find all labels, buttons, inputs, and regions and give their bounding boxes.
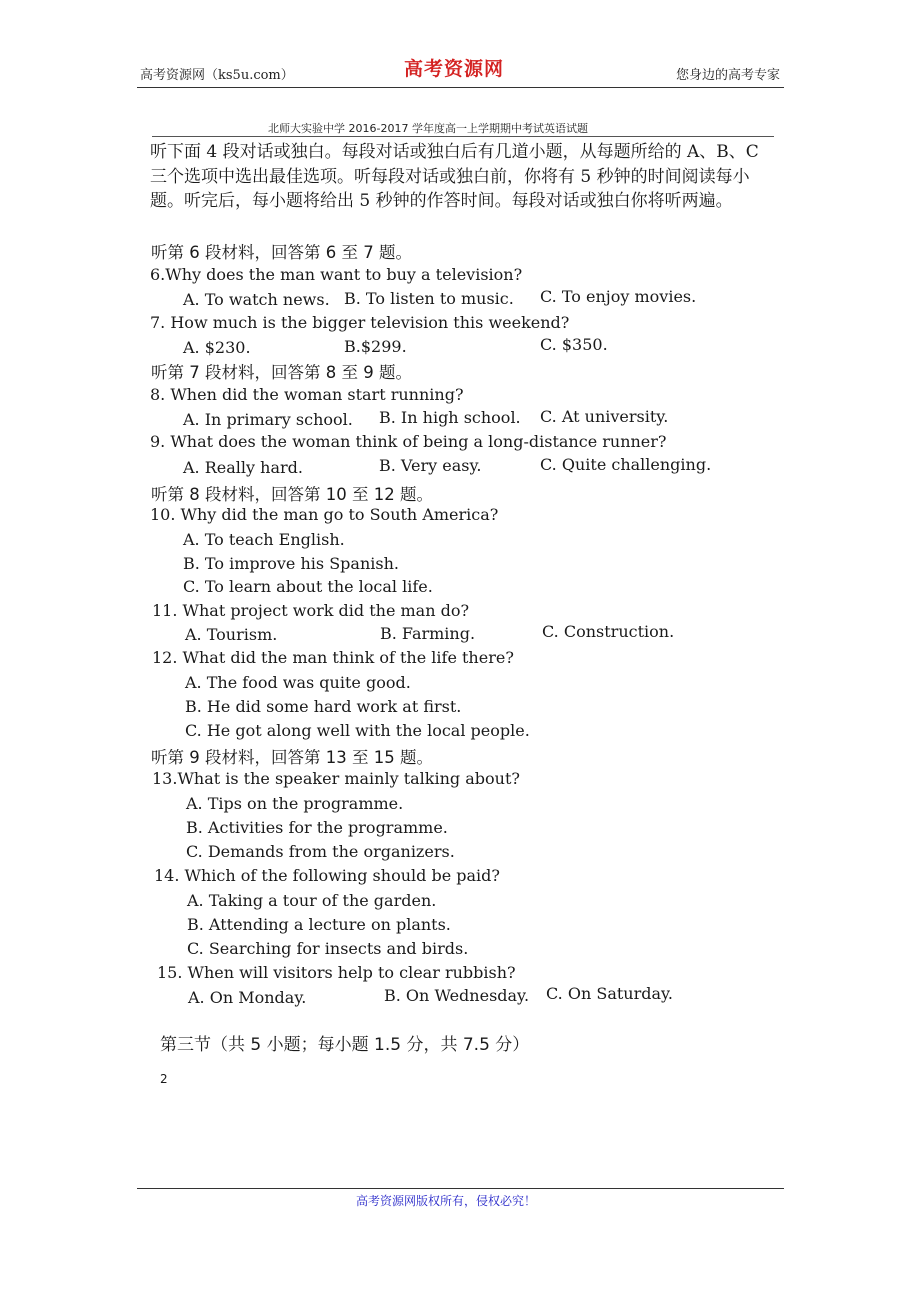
question-11-text: 11. What project work did the man do? xyxy=(152,601,470,620)
question-10-option-b: B. To improve his Spanish. xyxy=(183,554,399,573)
footer-divider xyxy=(137,1188,784,1189)
question-13-option-b: B. Activities for the programme. xyxy=(186,818,448,837)
question-12-option-a: A. The food was quite good. xyxy=(185,673,411,692)
question-12-option-c: C. He got along well with the local people. xyxy=(185,721,530,740)
question-7-option-b: B.$299. xyxy=(344,337,407,356)
listening-instructions: 听下面 4 段对话或独白。每段对话或独白后有几道小题，从每题所给的 A、B、C 三个选项中选出最佳选项。听每段对话或独白前，你将有 5 秒钟的时间阅读每小题。听完后，每小题将给出 5 秒钟的作答时间。每段对话或独白你将听两遍。 xyxy=(150,142,759,211)
question-7-option-a: A. $230. xyxy=(183,338,251,357)
page-number: 2 xyxy=(160,1072,168,1086)
question-7-text: 7. How much is the bigger television this weekend? xyxy=(150,313,570,332)
header-divider xyxy=(137,87,784,88)
question-14-option-a: A. Taking a tour of the garden. xyxy=(187,891,437,910)
section-heading: 听第 7 段材料，回答第 8 至 9 题。 xyxy=(151,363,412,382)
question-15-option-a: A. On Monday. xyxy=(188,988,307,1007)
question-14-option-b: B. Attending a lecture on plants. xyxy=(187,915,451,934)
footer-copyright: 高考资源网版权所有，侵权必究！ xyxy=(356,1194,537,1208)
question-10-text: 10. Why did the man go to South America? xyxy=(150,505,499,524)
question-15-text: 15. When will visitors help to clear rubbish? xyxy=(157,963,516,982)
question-9-option-c: C. Quite challenging. xyxy=(540,455,712,474)
question-13-option-a: A. Tips on the programme. xyxy=(186,794,404,813)
title-divider xyxy=(152,136,774,137)
question-11-option-a: A. Tourism. xyxy=(185,625,278,644)
section-heading: 听第 8 段材料，回答第 10 至 12 题。 xyxy=(151,485,433,504)
question-6-option-b: B. To listen to music. xyxy=(344,289,514,308)
question-9-option-a: A. Really hard. xyxy=(183,458,303,477)
question-14-text: 14. Which of the following should be paid? xyxy=(154,866,500,885)
exam-title: 北师大实验中学 2016-2017 学年度高一上学期期中考试英语试题 xyxy=(268,122,588,135)
question-8-option-a: A. In primary school. xyxy=(183,410,353,429)
question-11-option-c: C. Construction. xyxy=(542,622,675,641)
question-6-option-a: A. To watch news. xyxy=(183,290,330,309)
section-heading: 听第 9 段材料，回答第 13 至 15 题。 xyxy=(151,748,433,767)
header-logo-text: 高考资源网 xyxy=(404,58,505,80)
question-12-option-b: B. He did some hard work at first. xyxy=(185,697,462,716)
question-7-option-c: C. $350. xyxy=(540,335,608,354)
question-12-text: 12. What did the man think of the life there? xyxy=(152,648,514,667)
question-8-text: 8. When did the woman start running? xyxy=(150,385,464,404)
question-8-option-b: B. In high school. xyxy=(379,408,521,427)
question-8-option-c: C. At university. xyxy=(540,407,669,426)
question-14-option-c: C. Searching for insects and birds. xyxy=(187,939,469,958)
question-15-option-b: B. On Wednesday. xyxy=(384,986,530,1005)
question-10-option-c: C. To learn about the local life. xyxy=(183,577,433,596)
question-6-option-c: C. To enjoy movies. xyxy=(540,287,697,306)
section-heading: 听第 6 段材料，回答第 6 至 7 题。 xyxy=(151,243,412,262)
question-11-option-b: B. Farming. xyxy=(380,624,476,643)
header-site-name: 高考资源网（ks5u.com） xyxy=(140,68,294,83)
question-15-option-c: C. On Saturday. xyxy=(546,984,674,1003)
question-6-text: 6.Why does the man want to buy a television? xyxy=(150,265,523,284)
question-13-option-c: C. Demands from the organizers. xyxy=(186,842,455,861)
question-9-option-b: B. Very easy. xyxy=(379,456,482,475)
header-slogan: 您身边的高考专家 xyxy=(676,68,781,83)
question-10-option-a: A. To teach English. xyxy=(183,530,345,549)
question-9-text: 9. What does the woman think of being a long-distance runner? xyxy=(150,432,667,451)
question-13-text: 13.What is the speaker mainly talking about? xyxy=(152,769,520,788)
part-three-heading: 第三节（共 5 小题；每小题 1.5 分，共 7.5 分） xyxy=(160,1035,530,1055)
